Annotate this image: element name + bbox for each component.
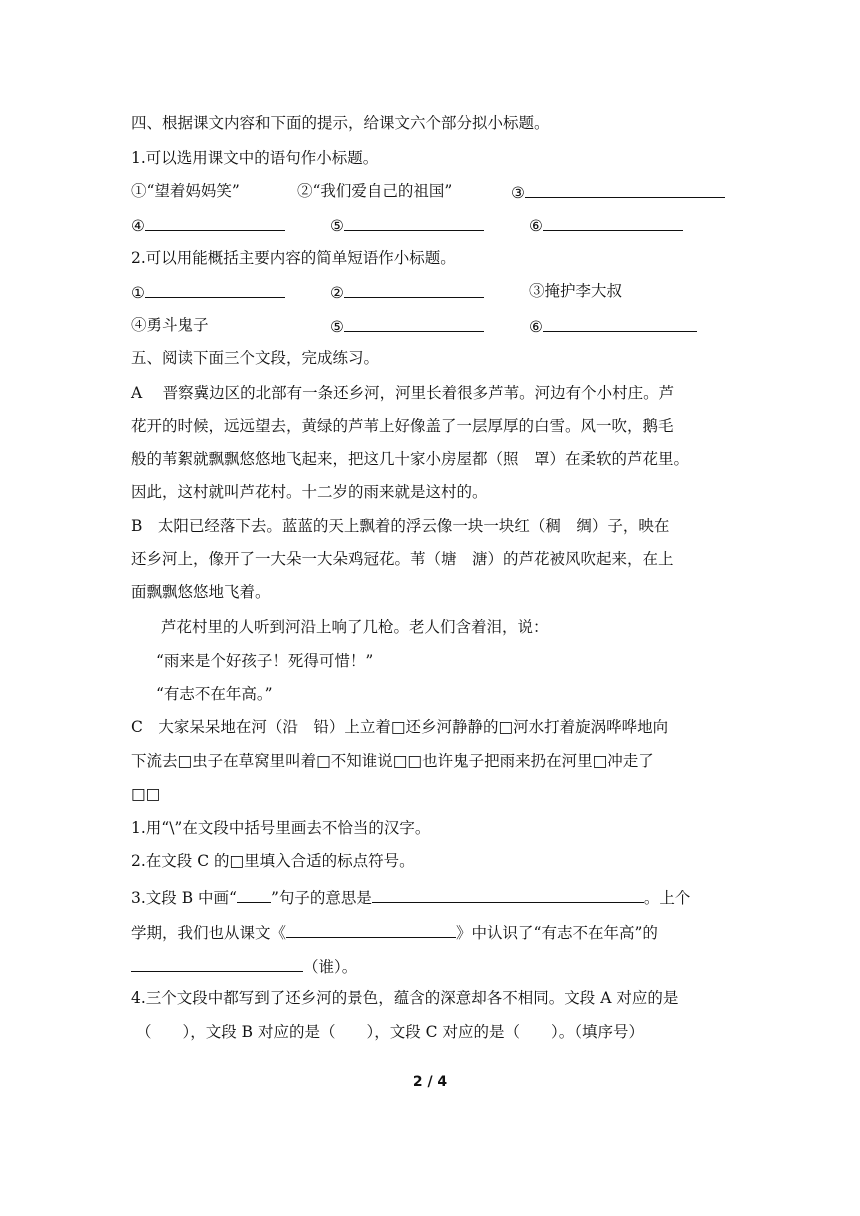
q2-item-5: ⑤ (330, 315, 484, 337)
blank-q1-3[interactable] (525, 181, 725, 198)
blank-q2-2[interactable] (344, 281, 484, 298)
blank-q2-5[interactable] (344, 315, 484, 332)
passage-b-line: B 太阳已经落下去。蓝蓝的天上飘着的浮云像一块一块红（稠 绸）子，映在 (131, 517, 670, 535)
blank-q1-4[interactable] (145, 214, 285, 231)
page-number: 2 / 4 (412, 1074, 448, 1090)
passage-a-line: 因此，这村就叫芦花村。十二岁的雨来就是这村的。 (131, 483, 488, 501)
q1-item-6: ⑥ (529, 214, 683, 236)
section4-q1: 1.可以选用课文中的语句作小标题。 (131, 149, 379, 167)
exercise-2: 2.在文段 C 的□里填入合适的标点符号。 (131, 852, 415, 870)
passage-b-quote: “雨来是个好孩子！死得可惜！” (156, 652, 374, 670)
passage-b-quote: “有志不在年高。” (156, 685, 273, 703)
q1-item-4: ④ (131, 214, 285, 236)
passage-a-line: A 晋察冀边区的北部有一条还乡河，河里长着很多芦苇。河边有个小村庄。芦 (131, 384, 675, 402)
exercise-4-line2: （ ），文段 B 对应的是（ ），文段 C 对应的是（ ）。（填序号） (136, 1023, 644, 1041)
q2-item-6: ⑥ (529, 315, 697, 337)
exercise-3-line1: 3.文段 B 中画“ ”句子的意思是 。上个 (131, 886, 731, 908)
passage-b-line: 面飘飘悠悠地飞着。 (131, 583, 271, 601)
blank-q2-1[interactable] (145, 281, 285, 298)
q2-item-4: ④勇斗鬼子 (131, 316, 209, 334)
q1-item-5: ⑤ (330, 214, 484, 236)
section4-q2: 2.可以用能概括主要内容的简单短语作小标题。 (131, 249, 456, 267)
blank-ex3-meaning[interactable] (372, 886, 644, 903)
section4-heading: 四、根据课文内容和下面的提示，给课文六个部分拟小标题。 (131, 114, 550, 132)
section5-heading: 五、阅读下面三个文段，完成练习。 (131, 349, 380, 367)
exercise-3-line2: 学期，我们也从课文《 》中认识了“有志不在年高”的 (131, 921, 731, 943)
underline-sample (237, 886, 271, 903)
passage-c-line: □□ (131, 785, 161, 803)
exercise-1: 1.用“\”在文段中括号里画去不恰当的汉字。 (131, 819, 431, 837)
passage-c-line: C 大家呆呆地在河（沿 铅）上立着□还乡河静静的□河水打着旋涡哗哗地向 (131, 718, 669, 736)
exercise-4-line1: 4.三个文段中都写到了还乡河的景色，蕴含的深意却各不相同。文段 A 对应的是 (131, 989, 679, 1007)
q1-item-1: ①“望着妈妈笑” (131, 182, 240, 200)
passage-a-line: 般的苇絮就飘飘悠悠地飞起来，把这几十家小房屋都（照 罩）在柔软的芦花里。 (131, 450, 690, 468)
passage-a-line: 花开的时候，远远望去，黄绿的芦苇上好像盖了一层厚厚的白雪。风一吹，鹅毛 (131, 417, 674, 435)
exercise-3-line3: （谁）。 (131, 955, 731, 977)
q2-item-2: ② (330, 281, 484, 303)
blank-ex3-who[interactable] (131, 955, 303, 972)
passage-c-line: 下流去□虫子在草窝里叫着□不知谁说□□也许鬼子把雨来扔在河里□冲走了 (131, 752, 654, 770)
q1-item-3: ③ (511, 181, 725, 203)
q1-item-2: ②“我们爱自己的祖国” (297, 182, 453, 200)
passage-b-line: 芦花村里的人听到河沿上响了几枪。老人们含着泪，说： (161, 618, 549, 636)
passage-b-line: 还乡河上，像开了一大朵一大朵鸡冠花。苇（塘 溏）的芦花被风吹起来，在上 (131, 550, 674, 568)
blank-q2-6[interactable] (543, 315, 697, 332)
blank-q1-5[interactable] (344, 214, 484, 231)
q2-item-1: ① (131, 281, 285, 303)
q2-item-3: ③掩护李大叔 (529, 282, 623, 300)
blank-ex3-lesson[interactable] (286, 921, 456, 938)
blank-q1-6[interactable] (543, 214, 683, 231)
